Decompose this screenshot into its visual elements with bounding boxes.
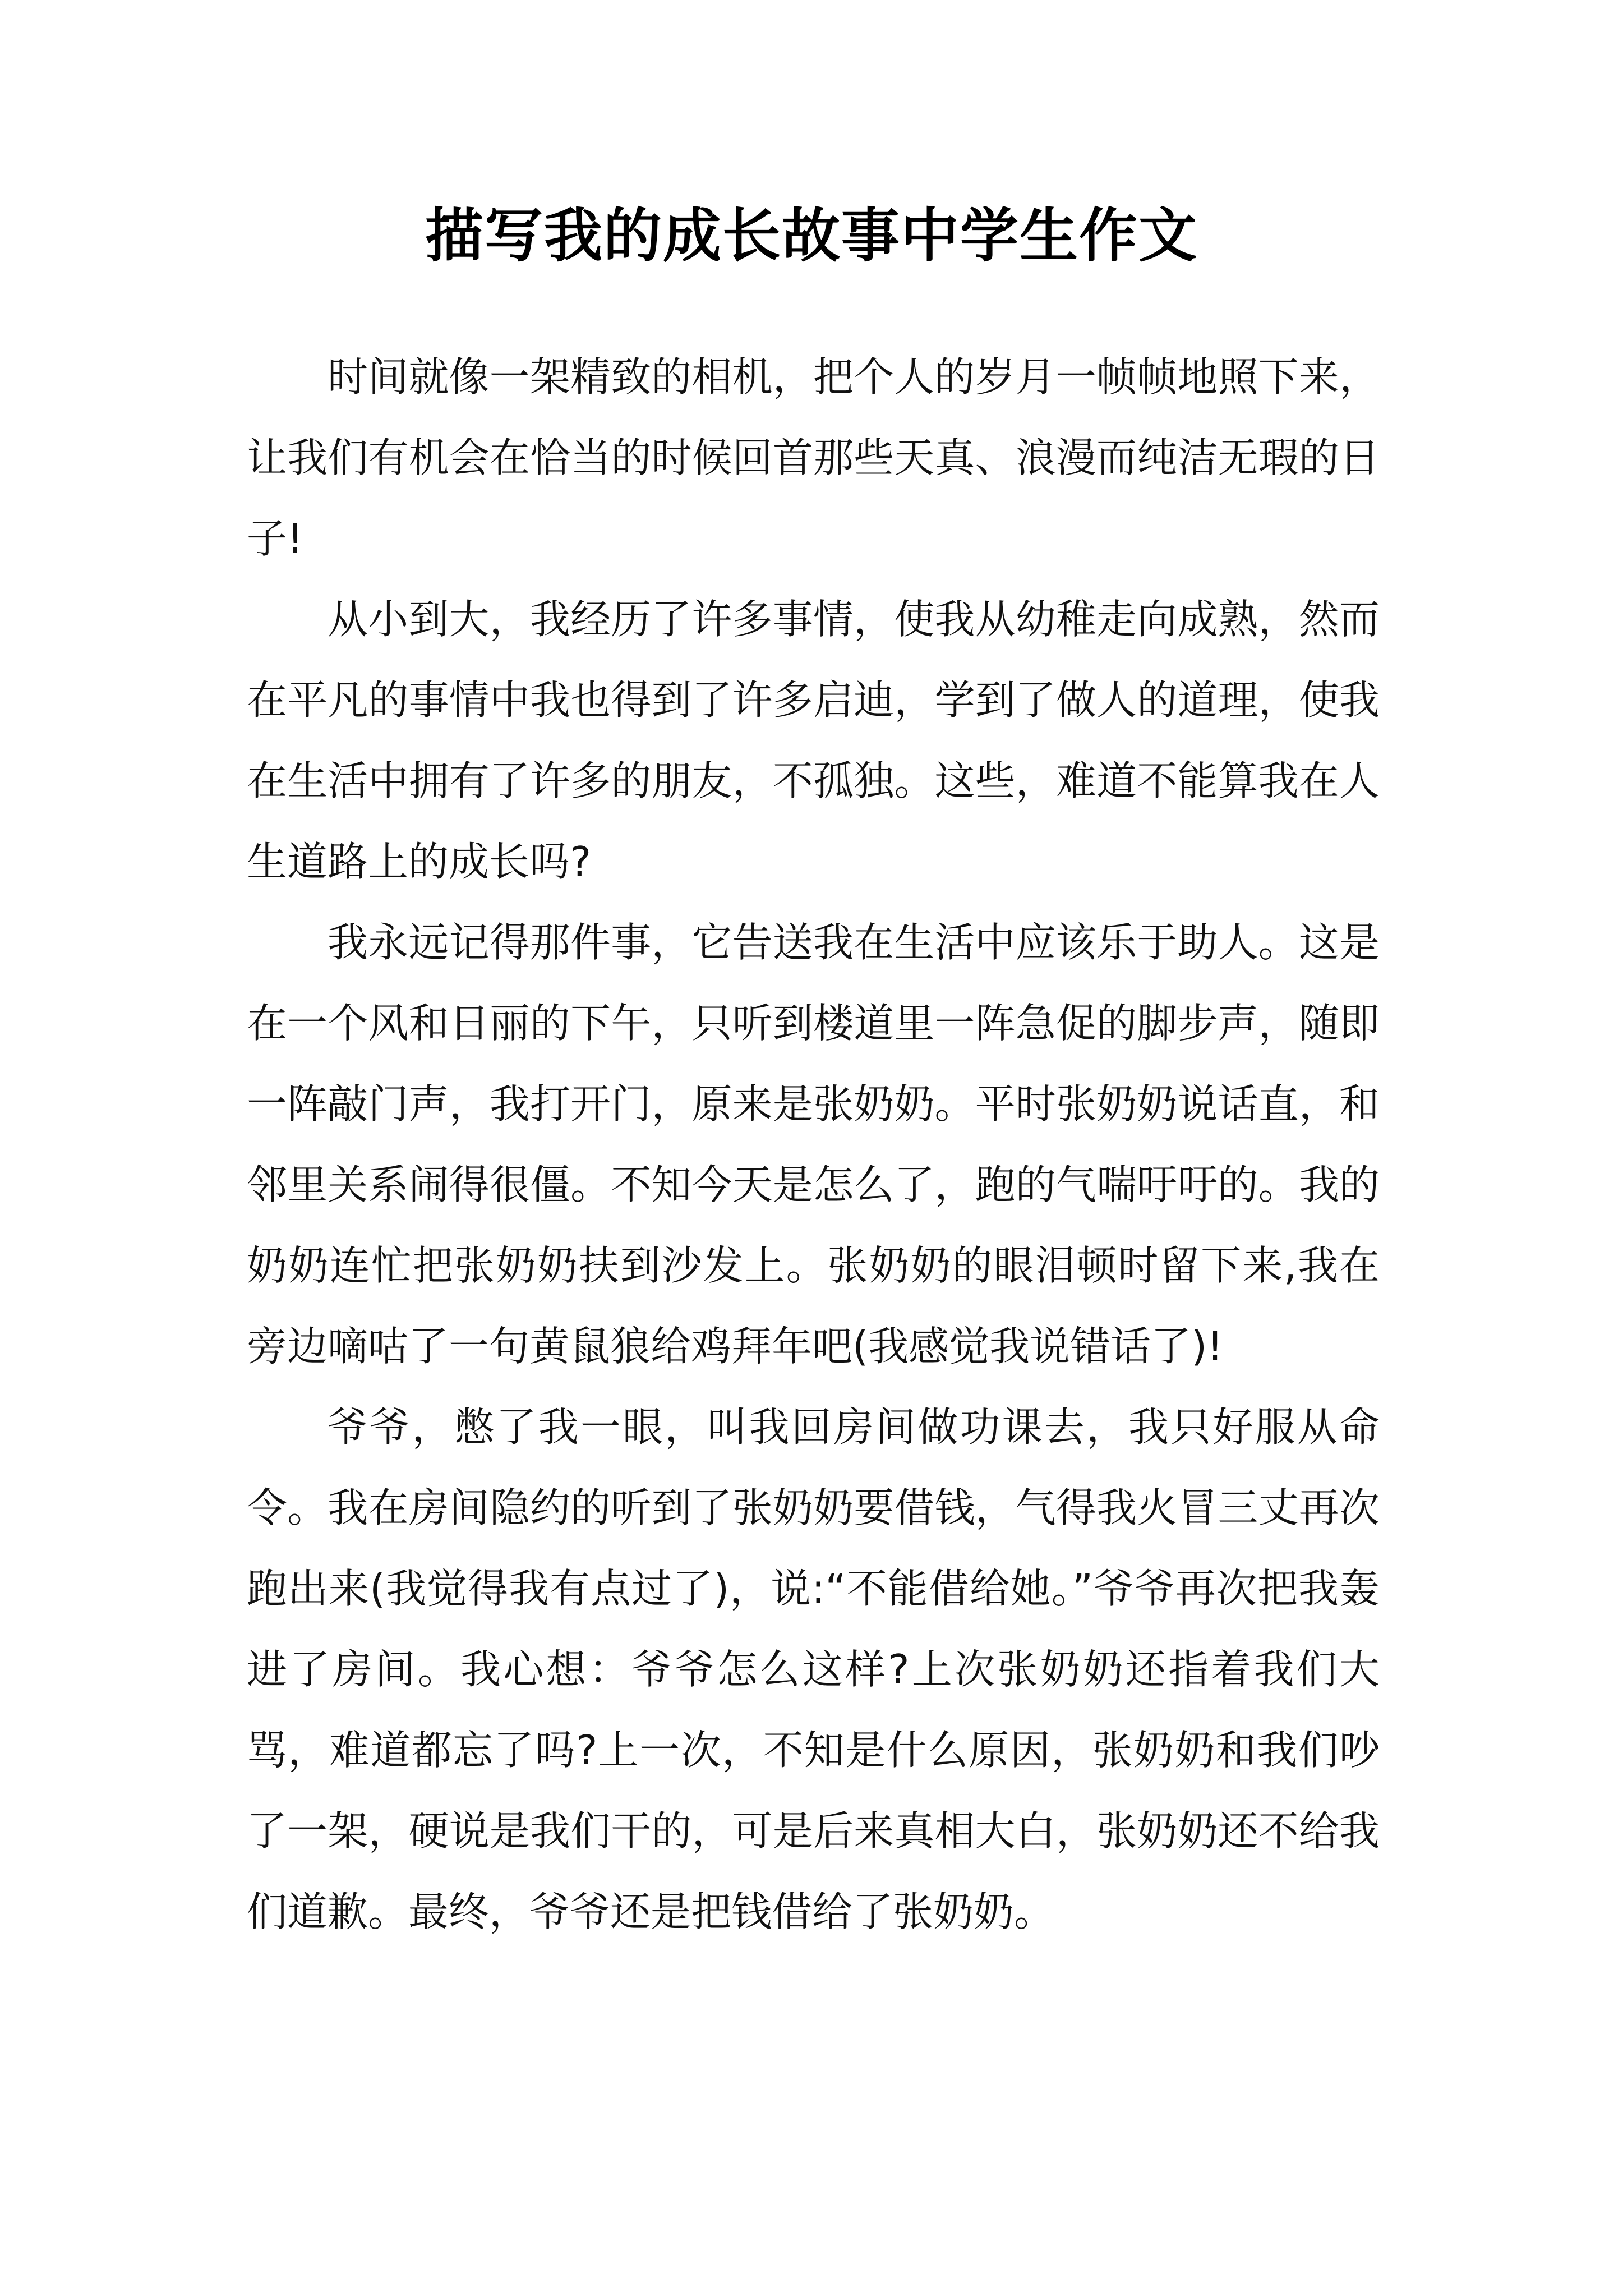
document-body (247, 337, 1380, 1952)
paragraph: 我永远记得那件事，它告送我在生活中应该乐于助人。这是在一个风和日丽的下午，只听到楼道里一阵急促的脚步声，随即一阵敲门声，我打开门，原来是张奶奶。平时张奶奶说话直，和邻里关系闹得很僵。不知今天是怎么了，跑的气喘吁吁的。我的奶奶连忙把张奶奶扶到沙发上。张奶奶的眼泪顿时留下来,我在旁边嘀咕了一句黄鼠狼给鸡拜年吧(我感觉我说错话了)! (247, 919, 1380, 1370)
paragraph: 时间就像一架精致的相机，把个人的岁月一帧帧地照下来，让我们有机会在恰当的时候回首那些天真、浪漫而纯洁无瑕的日子! (247, 353, 1380, 562)
paragraph: 爷爷，憋了我一眼，叫我回房间做功课去，我只好服从命令。我在房间隐约的听到了张奶奶要借钱，气得我火冒三丈再次跑出来(我觉得我有点过了)，说:“不能借给她。”爷爷再次把我轰进了房间。我心想：爷爷怎么这样?上次张奶奶还指着我们大骂，难道都忘了吗?上一次，不知是什么原因，张奶奶和我们吵了一架，硬说是我们干的，可是后来真相大白，张奶奶还不给我们道歉。最终，爷爷还是把钱借给了张奶奶。 (247, 1404, 1380, 1935)
paragraph: 从小到大，我经历了许多事情，使我从幼稚走向成熟，然而在平凡的事情中我也得到了许多启迪，学到了做人的道理，使我在生活中拥有了许多的朋友，不孤独。这些，难道不能算我在人生道路上的成长吗? (247, 596, 1380, 885)
document-title: 描写我的成长故事中学生作文 (425, 201, 1198, 270)
